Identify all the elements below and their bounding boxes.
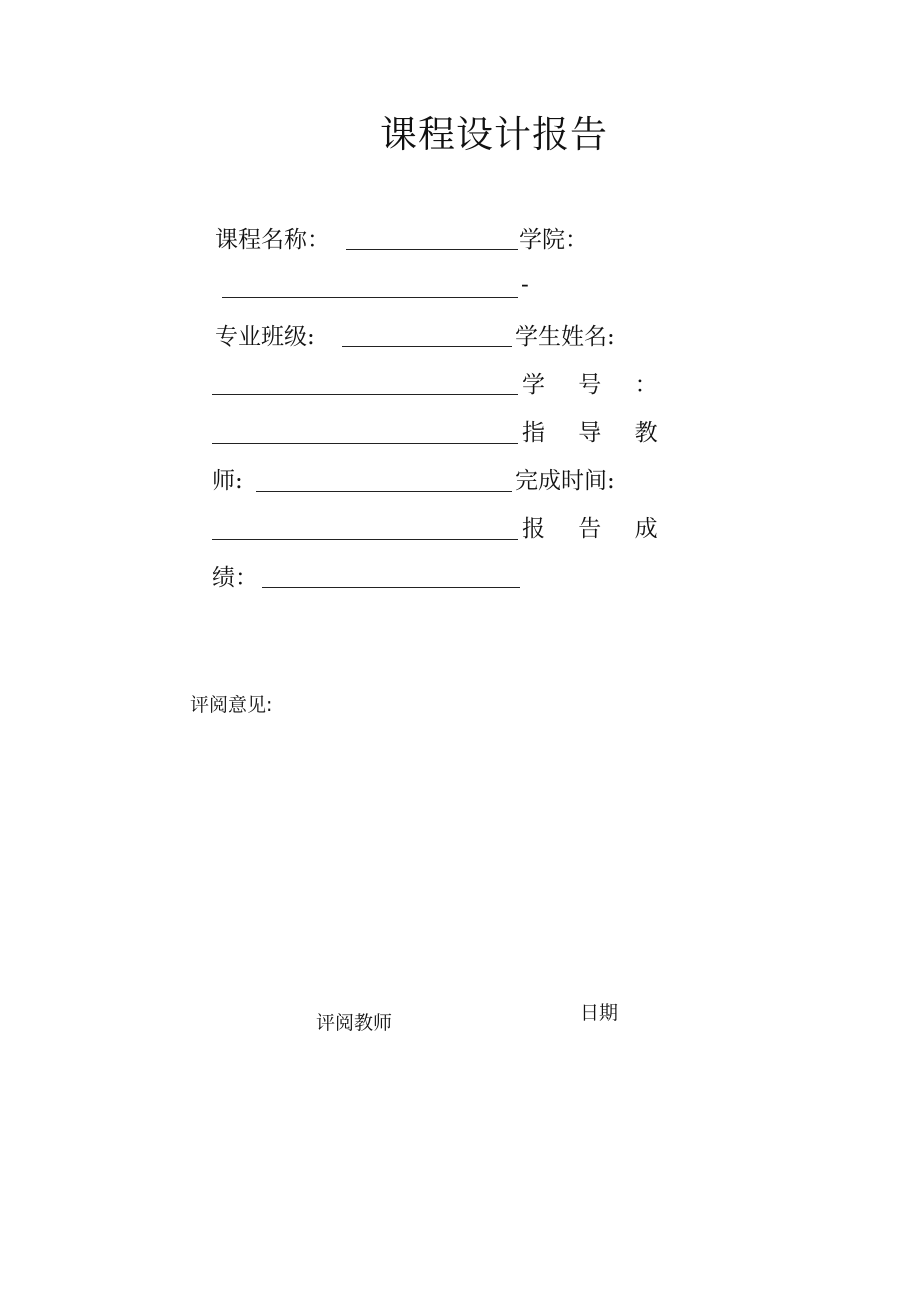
trailing-dash: -	[521, 272, 529, 298]
advisor-label-part2: 师:	[212, 468, 243, 494]
major-class-label: 专业班级:	[215, 324, 315, 350]
student-name-blank[interactable]	[212, 394, 518, 395]
advisor-label-part1: 指 导 教	[522, 420, 671, 446]
student-name-label: 学生姓名:	[515, 324, 615, 350]
college-blank[interactable]	[222, 297, 518, 298]
course-name-blank[interactable]	[346, 249, 518, 250]
reviewer-label: 评阅教师	[316, 1012, 393, 1034]
completion-time-label: 完成时间:	[515, 468, 615, 494]
completion-time-blank[interactable]	[212, 539, 518, 540]
review-comments-label: 评阅意见:	[190, 694, 273, 716]
college-label: 学院：	[519, 227, 588, 253]
major-class-blank[interactable]	[342, 346, 512, 347]
page-title: 课程设计报告	[380, 113, 608, 156]
student-id-blank[interactable]	[212, 443, 518, 444]
report-grade-label-part1: 报 告 成	[522, 516, 671, 542]
student-id-label: 学 号 ：	[522, 372, 671, 398]
review-date-label: 日期	[580, 1002, 619, 1024]
course-name-label: 课程名称：	[215, 227, 330, 253]
advisor-blank[interactable]	[256, 491, 512, 492]
report-grade-blank[interactable]	[262, 587, 520, 588]
report-grade-label-part2: 绩：	[212, 565, 258, 591]
